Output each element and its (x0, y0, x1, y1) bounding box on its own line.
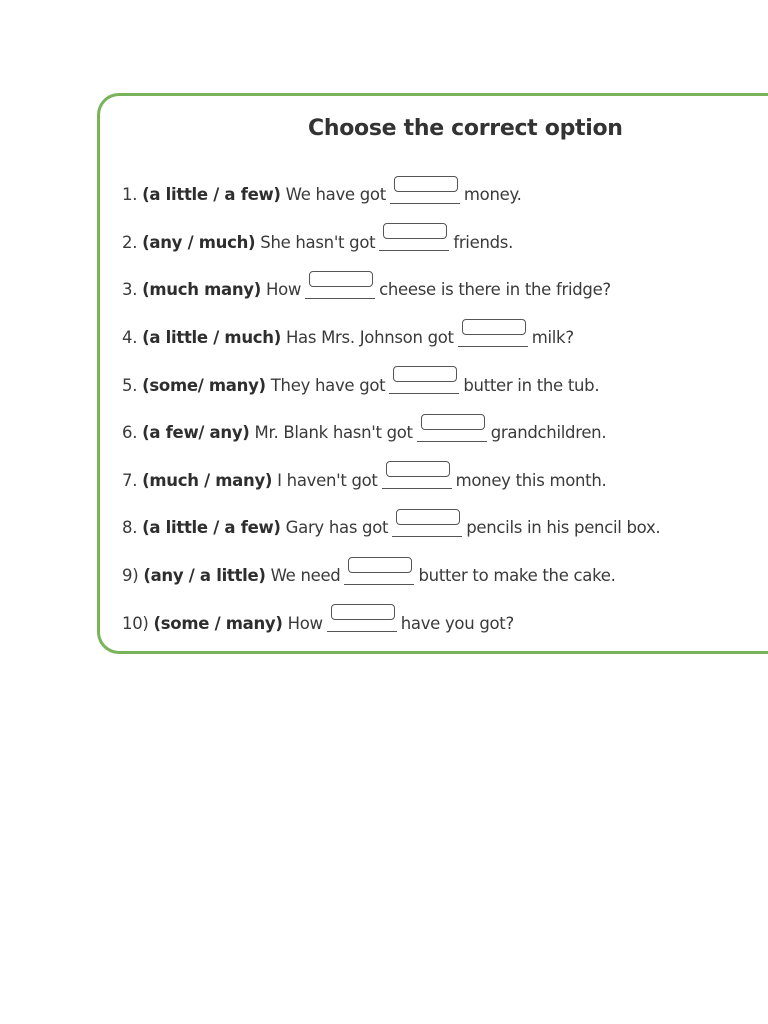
answer-box[interactable] (309, 271, 373, 287)
question-5 (122, 361, 660, 409)
question-options: (some / many) (153, 613, 283, 633)
question-number: 9) (122, 566, 139, 586)
answer-line (344, 584, 414, 585)
question-1 (122, 171, 660, 219)
answer-line (379, 250, 449, 251)
answer-line (392, 536, 462, 537)
question-text-before: Gary has got (285, 518, 389, 538)
worksheet-title: Choose the correct option (308, 116, 623, 141)
question-text-before: How (287, 613, 323, 633)
question-text-before: I haven't got (277, 470, 378, 490)
question-options: (much many) (142, 280, 261, 300)
question-text-after: milk? (531, 328, 574, 348)
answer-line (417, 441, 487, 442)
answer-box[interactable] (393, 366, 457, 382)
question-text-before: Has Mrs. Johnson got (285, 328, 454, 348)
worksheet-card (97, 93, 768, 654)
answer-box[interactable] (386, 461, 450, 477)
question-number: 1. (122, 185, 138, 205)
question-text-after: have you got? (400, 613, 514, 633)
question-text-after: butter in the tub. (463, 375, 600, 395)
question-6 (122, 409, 660, 457)
answer-line (458, 346, 528, 347)
question-text-after: grandchildren. (490, 423, 607, 443)
question-text-after: cheese is there in the fridge? (379, 280, 611, 300)
answer-blank[interactable] (344, 565, 414, 587)
answer-line (389, 393, 459, 394)
question-number: 7. (122, 470, 138, 490)
question-list (122, 171, 660, 647)
question-text-after: friends. (453, 232, 514, 252)
answer-blank[interactable] (382, 469, 452, 491)
question-7 (122, 457, 660, 505)
question-10 (122, 599, 660, 647)
question-text-before: We need (270, 566, 341, 586)
question-number: 2. (122, 232, 138, 252)
question-4 (122, 314, 660, 362)
question-options: (much / many) (142, 470, 273, 490)
question-options: (a little / a few) (142, 518, 281, 538)
answer-box[interactable] (383, 223, 447, 239)
question-9 (122, 552, 660, 600)
answer-box[interactable] (396, 509, 460, 525)
question-text-before: They have got (270, 375, 386, 395)
answer-line (382, 488, 452, 489)
answer-blank[interactable] (417, 422, 487, 444)
question-options: (a little / much) (142, 328, 281, 348)
question-options: (any / a little) (143, 566, 266, 586)
question-number: 6. (122, 423, 138, 443)
question-number: 3. (122, 280, 138, 300)
answer-blank[interactable] (379, 231, 449, 253)
question-options: (some/ many) (142, 375, 266, 395)
answer-blank[interactable] (389, 374, 459, 396)
question-number: 10) (122, 613, 149, 633)
answer-blank[interactable] (305, 279, 375, 301)
question-options: (a little / a few) (142, 185, 281, 205)
question-text-after: money. (463, 185, 522, 205)
question-options: (any / much) (142, 232, 256, 252)
answer-box[interactable] (394, 176, 458, 192)
question-text-before: She hasn't got (260, 232, 376, 252)
answer-box[interactable] (331, 604, 395, 620)
answer-blank[interactable] (458, 327, 528, 349)
answer-blank[interactable] (392, 517, 462, 539)
question-number: 4. (122, 328, 138, 348)
answer-line (305, 298, 375, 299)
question-text-before: How (265, 280, 302, 300)
question-3 (122, 266, 660, 314)
question-text-after: money this month. (455, 470, 607, 490)
question-text-before: Mr. Blank hasn't got (254, 423, 413, 443)
question-number: 8. (122, 518, 138, 538)
question-number: 5. (122, 375, 138, 395)
question-2 (122, 219, 660, 267)
question-text-after: pencils in his pencil box. (466, 518, 661, 538)
question-8 (122, 504, 660, 552)
answer-box[interactable] (421, 414, 485, 430)
answer-blank[interactable] (327, 612, 397, 634)
answer-blank[interactable] (390, 184, 460, 206)
question-options: (a few/ any) (142, 423, 250, 443)
answer-box[interactable] (462, 319, 526, 335)
question-text-before: We have got (285, 185, 386, 205)
answer-box[interactable] (348, 557, 412, 573)
answer-line (390, 203, 460, 204)
question-text-after: butter to make the cake. (418, 566, 616, 586)
answer-line (327, 631, 397, 632)
